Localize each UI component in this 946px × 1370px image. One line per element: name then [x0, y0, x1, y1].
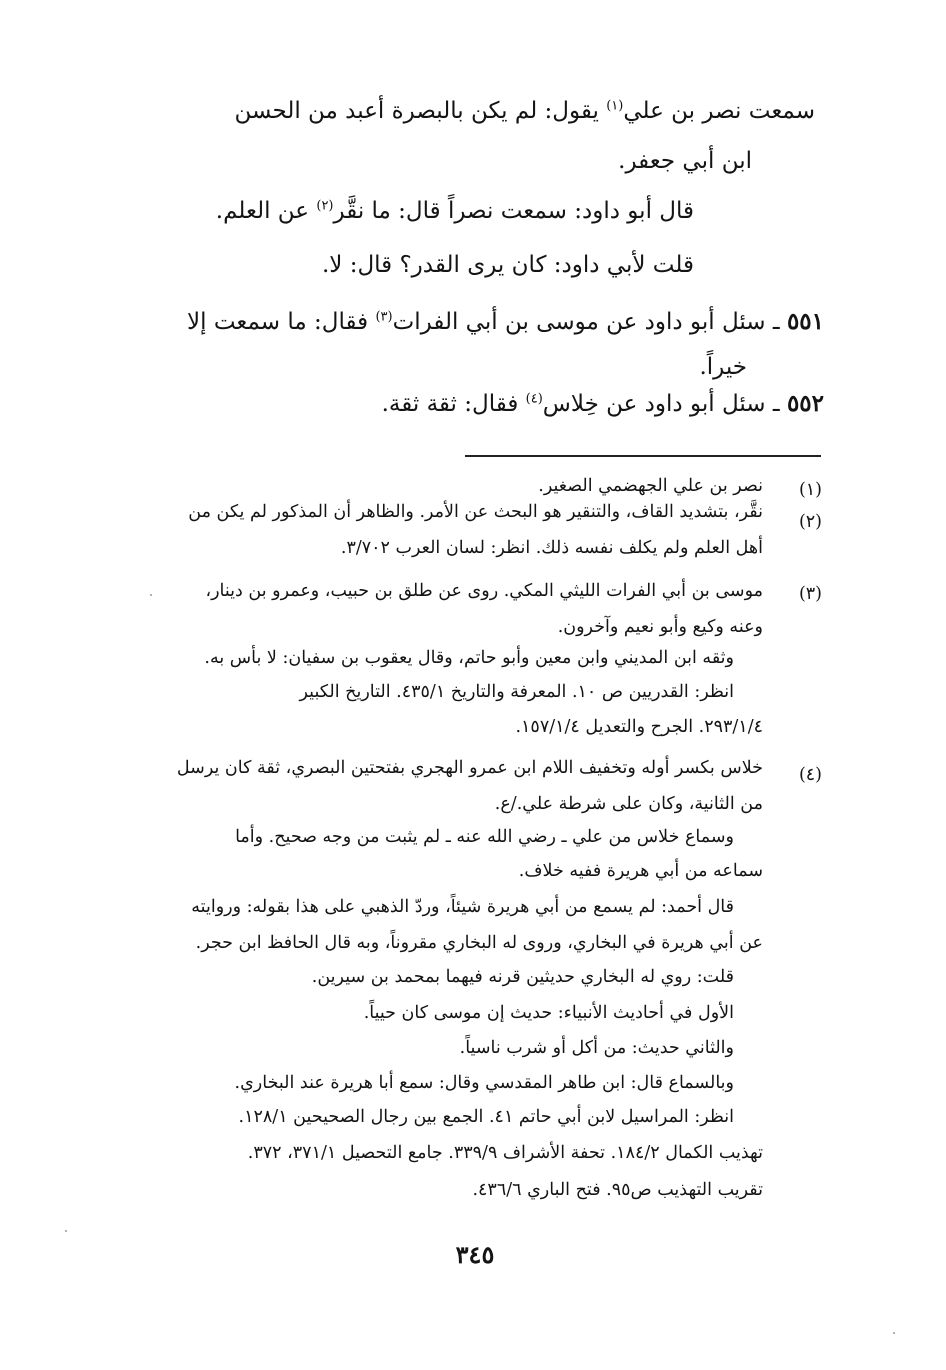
footnote-4-line-9: والثاني حديث: من أكل أو شرب ناسياً. [459, 1038, 734, 1058]
footnote-4-line-6: عن أبي هريرة في البخاري، وروى له البخاري مقروناً، وبه قال الحافظ ابن حجر. [195, 933, 763, 953]
footnote-2-line-2: أهل العلم ولم يكلف نفسه ذلك. انظر: لسان العرب ٣/٧٠٢. [340, 538, 763, 558]
footnote-4-line-4: سماعه من أبي هريرة ففيه خلاف. [518, 861, 763, 881]
entry-551-continuation: خيراً. [699, 354, 747, 380]
footnote-3-line-4: انظر: القدريين ص ١٠. المعرفة والتاريخ ٤٣٥/١. التاريخ الكبير [299, 682, 734, 702]
main-line-3: قال أبو داود: سمعت نصراً قال: ما نقَّر$^{(٢)}$ عن العلم. [215, 198, 694, 224]
footnote-3-line-5: ٢٩٣/١/٤. الجرح والتعديل ١٥٧/١/٤. [515, 717, 763, 737]
footnote-number-1: (١) [798, 480, 822, 500]
footnote-2-line-1: نقَّر، بتشديد القاف، والتنقير هو البحث عن الأمر. والظاهر أن المذكور لم يكن من [188, 502, 763, 522]
footnote-4-line-3: وسماع خلاس من علي ـ رضي الله عنه ـ لم يثبت من وجه صحيح. وأما [235, 827, 734, 847]
footnote-number-3: (٣) [798, 584, 822, 604]
scan-speck [150, 594, 152, 596]
footnote-4-line-13: تقريب التهذيب ص٩٥. فتح الباري ٤٣٦/٦. [472, 1180, 763, 1200]
footnote-4-line-5: قال أحمد: لم يسمع من أبي هريرة شيئاً، وردّ الذهبي على هذا بقوله: وروايته [191, 897, 734, 917]
footnote-3-line-1: موسى بن أبي الفرات الليثي المكي. روى عن طلق بن حبيب، وعمرو بن دينار، [205, 581, 763, 601]
entry-number: ٥٥١ [786, 308, 824, 335]
entry-552: ٥٥٢ ـ سئل أبو داود عن خِلاس$^{(٤)}$ فقال: ثقة ثقة. [381, 390, 824, 417]
main-line-4: قلت لأبي داود: كان يرى القدر؟ قال: لا. [321, 252, 694, 278]
footnote-4-line-8: الأول في أحاديث الأنبياء: حديث إن موسى كان حيياً. [363, 1003, 734, 1023]
footnote-3-line-3: وثقه ابن المديني وابن معين وأبو حاتم، وقال يعقوب بن سفيان: لا بأس به. [204, 648, 734, 668]
page-number: ٣٤٥ [455, 1240, 495, 1269]
footnote-marker-3[interactable]: (٣) [375, 309, 393, 325]
entry-number: ٥٥٢ [786, 390, 824, 417]
footnote-3-line-2: وعنه وكيع وأبو نعيم وآخرون. [557, 617, 763, 637]
scan-speck [65, 1230, 67, 1232]
footnote-marker-4[interactable]: (٤) [525, 391, 543, 407]
entry-551: ٥٥١ ـ سئل أبو داود عن موسى بن أبي الفرات$^{(٣)}$ فقال: ما سمعت إلا [187, 308, 824, 335]
footnote-number-2: (٢) [798, 512, 822, 532]
footnote-marker-2[interactable]: (٢) [316, 198, 334, 214]
footnote-4-line-10: وبالسماع قال: ابن طاهر المقدسي وقال: سمع أبا هريرة عند البخاري. [234, 1073, 734, 1093]
main-line-2: ابن أبي جعفر. [618, 148, 752, 174]
footnote-4-line-1: خلاس بكسر أوله وتخفيف اللام ابن عمرو الهجري بفتحتين البصري، ثقة كان يرسل [176, 758, 763, 778]
footnote-4-line-12: تهذيب الكمال ١٨٤/٢. تحفة الأشراف ٣٣٩/٩. جامع التحصيل ٣٧١/١، ٣٧٢. [247, 1143, 763, 1163]
footnote-1-line-1: نصر بن علي الجهضمي الصغير. [538, 476, 763, 496]
footnote-number-4: (٤) [798, 765, 822, 785]
footnote-4-line-11: انظر: المراسيل لابن أبي حاتم ٤١. الجمع بين رجال الصحيحين ١٢٨/١. [238, 1107, 734, 1127]
footnote-marker-1[interactable]: (١) [606, 98, 624, 114]
footnote-separator [465, 455, 821, 457]
footnote-4-line-2: من الثانية، وكان على شرطة علي./ع. [494, 794, 763, 814]
main-line-1: سمعت نصر بن علي$^{(١)}$ يقول: لم يكن بالبصرة أعبد من الحسن [234, 98, 815, 124]
footnote-4-line-7: قلت: روي له البخاري حديثين قرنه فيهما بمحمد بن سيرين. [311, 967, 734, 987]
scan-speck [893, 1332, 895, 1334]
